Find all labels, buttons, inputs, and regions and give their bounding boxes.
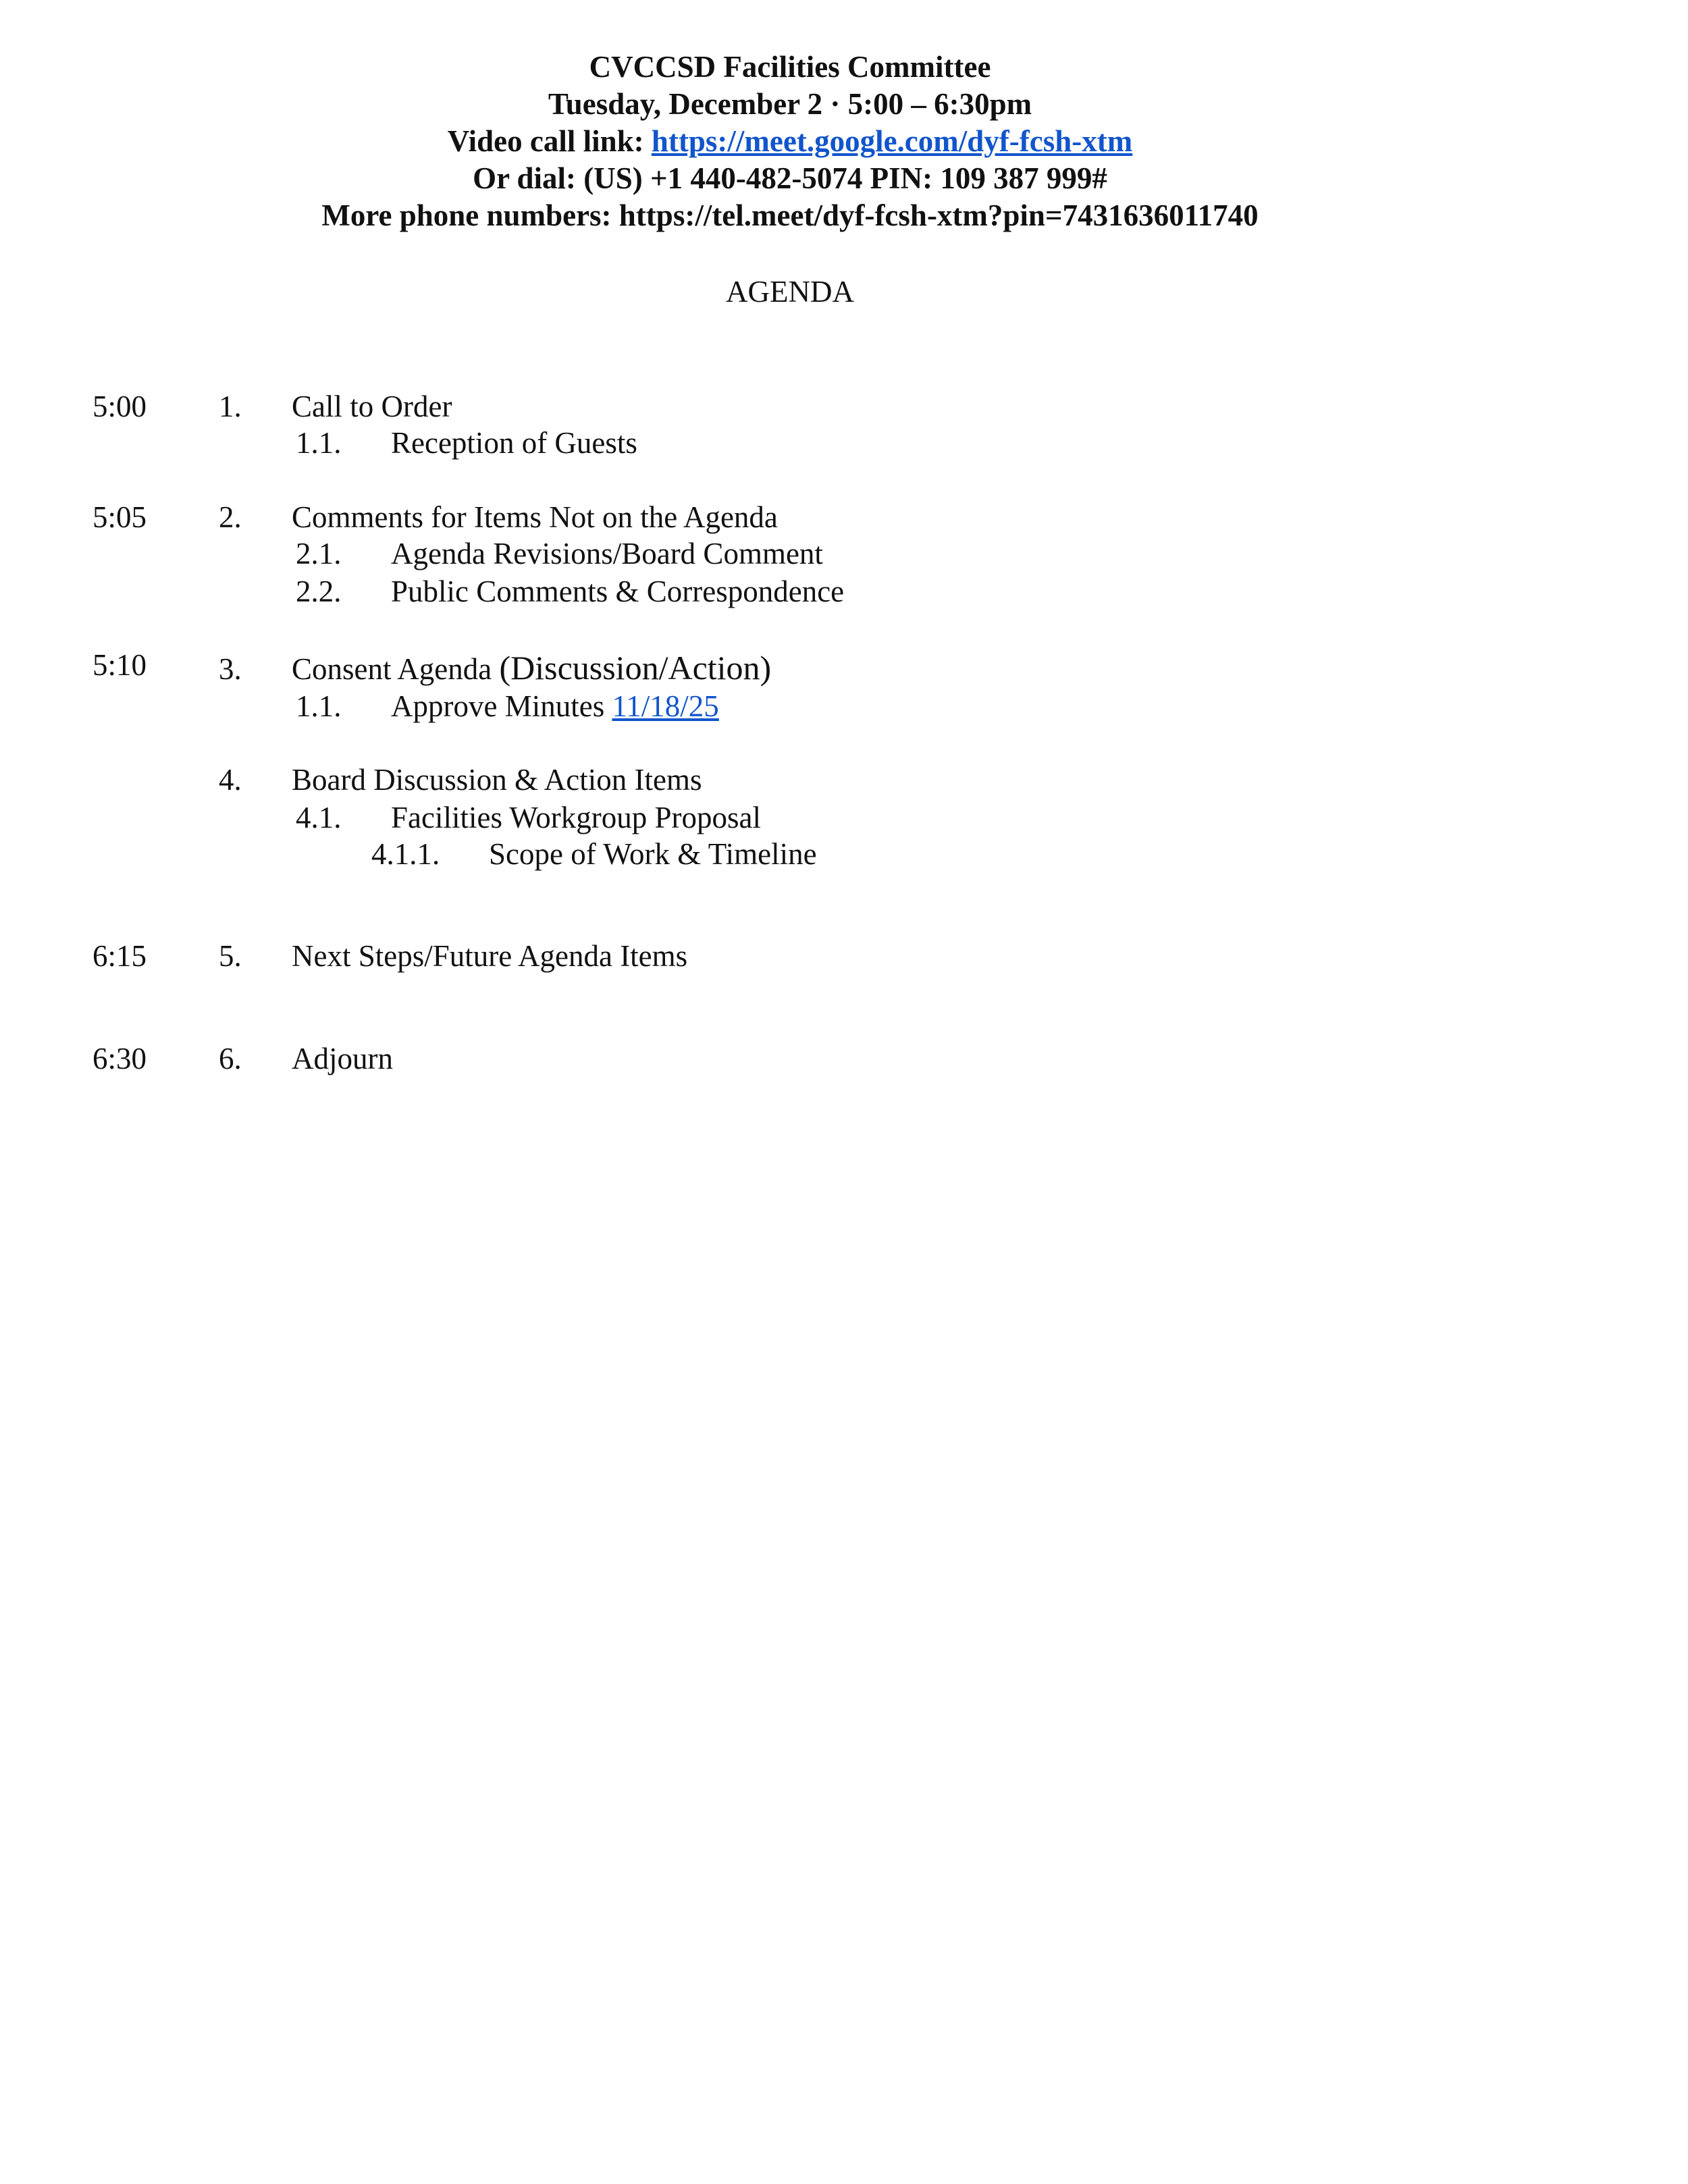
- video-call-label: Video call link:: [447, 124, 652, 158]
- agenda-time-2: 5:05: [93, 500, 147, 534]
- agenda-number-4: 4.: [219, 763, 242, 797]
- agenda-item-consent-agenda: [292, 649, 771, 688]
- agenda-number-6: 6.: [219, 1042, 242, 1075]
- agenda-number-2: 2.: [219, 500, 242, 534]
- agenda-subnumber-4-1: 4.1.: [296, 801, 342, 834]
- agenda-time-3: 5:10: [93, 648, 147, 682]
- agenda-subitem-reception-of-guests: Reception of Guests: [391, 426, 637, 460]
- agenda-item-adjourn: Adjourn: [292, 1042, 393, 1075]
- agenda-subnumber-3-1: 1.1.: [296, 689, 342, 723]
- committee-title: CVCCSD Facilities Committee: [589, 50, 991, 84]
- consent-agenda-label: Consent Agenda: [292, 652, 500, 686]
- more-phone-numbers-line: More phone numbers: https://tel.meet/dyf-fcsh-xtm?pin=7431636011740: [321, 198, 1259, 232]
- agenda-number-3: 3.: [219, 652, 242, 686]
- agenda-subitem-scope-of-work: Scope of Work & Timeline: [489, 837, 817, 871]
- agenda-subnumber-4-1-1: 4.1.1.: [371, 837, 440, 871]
- video-call-link[interactable]: https://meet.google.com/dyf-fcsh-xtm: [651, 124, 1133, 158]
- agenda-number-1: 1.: [219, 390, 242, 423]
- meeting-datetime: Tuesday, December 2 · 5:00 – 6:30pm: [548, 87, 1032, 121]
- agenda-subitem-public-comments: Public Comments & Correspondence: [391, 575, 845, 608]
- dial-in-line: Or dial: (US) +1 440-482-5074 PIN: 109 387 999#: [473, 161, 1107, 195]
- video-call-line: [0, 123, 1580, 160]
- agenda-time-1: 5:00: [93, 390, 147, 423]
- approve-minutes-label: Approve Minutes: [391, 689, 612, 723]
- agenda-item-board-discussion: Board Discussion & Action Items: [292, 763, 702, 797]
- agenda-number-5: 5.: [219, 939, 242, 973]
- consent-agenda-qualifier: (Discussion/Action): [499, 649, 772, 687]
- agenda-time-5: 6:15: [93, 939, 147, 973]
- agenda-subitem-approve-minutes: [391, 688, 719, 725]
- agenda-heading: AGENDA: [726, 275, 854, 309]
- agenda-item-next-steps: Next Steps/Future Agenda Items: [292, 939, 688, 973]
- agenda-time-6: 6:30: [93, 1042, 147, 1075]
- agenda-subnumber-1-1: 1.1.: [296, 426, 342, 460]
- document-header: [0, 49, 1580, 234]
- agenda-item-call-to-order: Call to Order: [292, 390, 452, 423]
- minutes-link[interactable]: 11/18/25: [612, 689, 719, 723]
- agenda-subitem-facilities-workgroup: Facilities Workgroup Proposal: [391, 801, 761, 834]
- agenda-item-comments: Comments for Items Not on the Agenda: [292, 500, 778, 534]
- agenda-subitem-agenda-revisions: Agenda Revisions/Board Comment: [391, 537, 823, 570]
- agenda-subnumber-2-2: 2.2.: [296, 575, 342, 608]
- agenda-subnumber-2-1: 2.1.: [296, 537, 342, 570]
